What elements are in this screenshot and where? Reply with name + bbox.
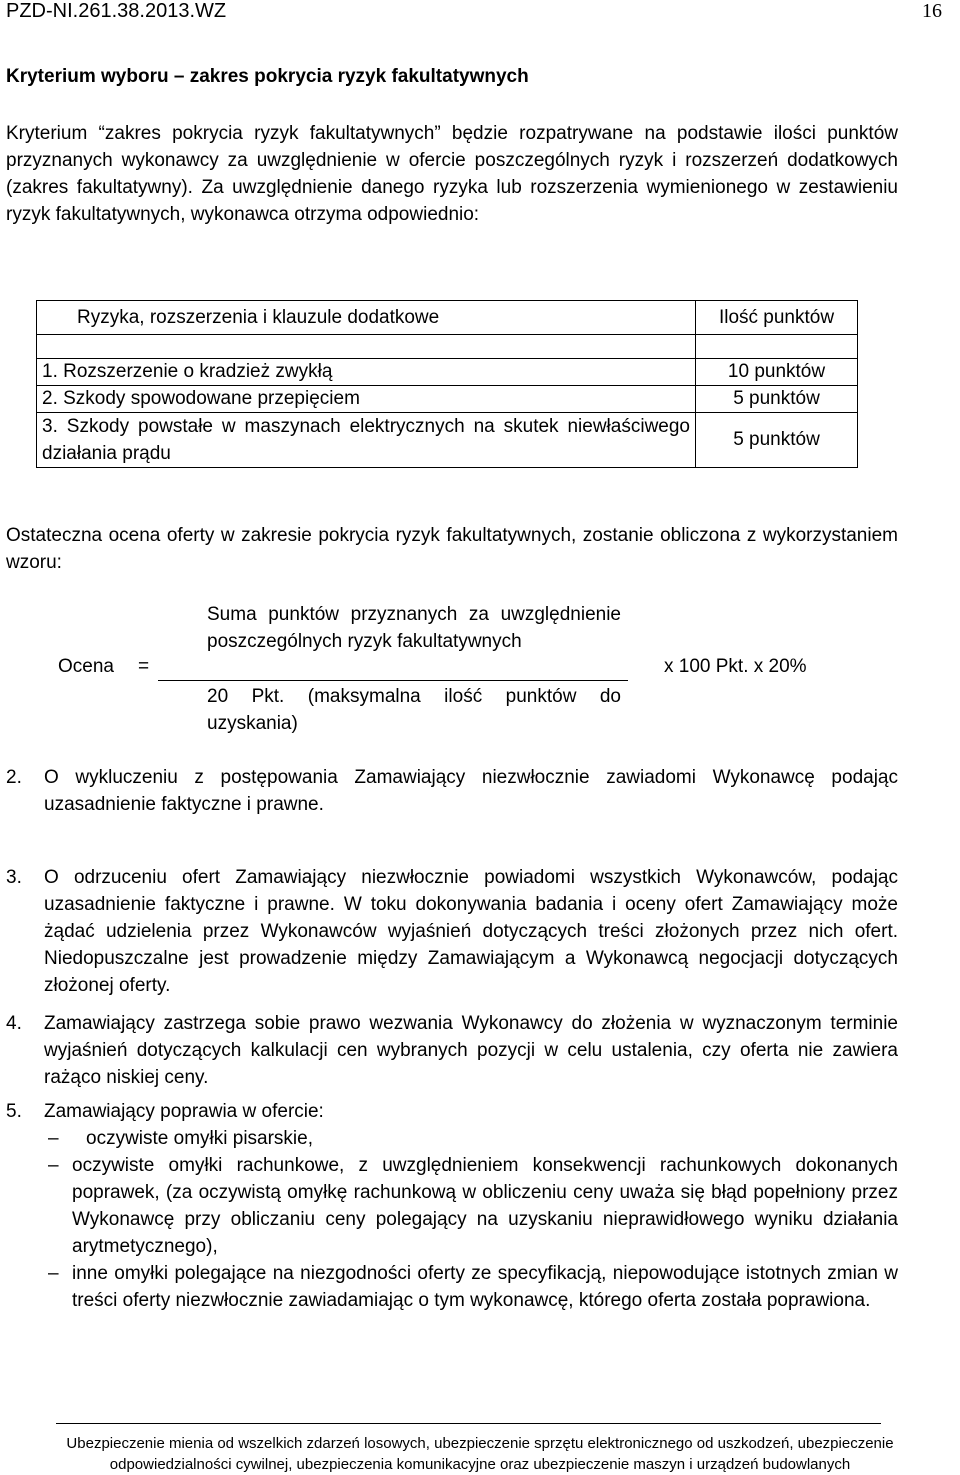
footer-divider xyxy=(56,1423,881,1424)
list-item xyxy=(6,1098,898,1314)
sub-list-item-text: oczywiste omyłki pisarskie, xyxy=(86,1128,313,1149)
sub-list-item-text: inne omyłki polegające na niezgodności oferty ze specyfikacją, niepowodujące istotnych zmian w treści oferty niezwłocznie zawiadamiając o tym wykonawcę, którego oferta została poprawiona. xyxy=(72,1263,898,1311)
list-item-number: 4. xyxy=(6,1013,22,1034)
list-item-text: O odrzuceniu ofert Zamawiający niezwłocznie powiadomi wszystkich Wykonawców, podając uzasadnienie faktyczne i prawne. W toku dokonywania badania i oceny ofert Zamawiający może żądać udzielenia przez Wykonawców wyjaśnień dotyczących treści złożonych przez nich ofert. Niedopuszczalne jest prowadzenie między Zamawiającym a Wykonawcą negocjacji dotyczących złożonej oferty. xyxy=(44,867,898,996)
page-number: 16 xyxy=(922,0,942,22)
formula-intro-paragraph: Ostateczna ocena oferty w zakresie pokrycia ryzyk fakultatywnych, zostanie obliczona z wykorzystaniem wzoru: xyxy=(6,525,898,573)
list-item-text: Zamawiający zastrzega sobie prawo wezwania Wykonawcy do złożenia w wyznaczonym terminie wyjaśnień dotyczących kalkulacji cen wybranych pozycji w celu ustalenia, czy oferta nie zawiera rażąco niskiej ceny. xyxy=(44,1013,898,1088)
fraction-bar xyxy=(158,680,628,681)
header-risks: Ryzyka, rozszerzenia i klauzule dodatkowe xyxy=(37,301,696,335)
table-header-row xyxy=(37,301,858,335)
table-spacer-row xyxy=(37,335,858,359)
sub-list-item xyxy=(44,1152,898,1260)
formula-numerator: Suma punktów przyznanych za uwzględnienie poszczególnych ryzyk fakultatywnych xyxy=(207,604,621,652)
dash-bullet: – xyxy=(48,1128,59,1149)
list-item-number: 3. xyxy=(6,867,22,888)
document-code: PZD-NI.261.38.2013.WZ xyxy=(6,0,227,22)
footer-line: odpowiedzialności cywilnej, ubezpieczenia komunikacyjne oraz ubezpieczenie maszyn i urządzeń budowlanych xyxy=(109,1456,851,1473)
points-cell: 5 punktów xyxy=(696,413,858,468)
list-item-number: 2. xyxy=(6,767,22,788)
formula-multiplier: x 100 Pkt. x 20% xyxy=(664,656,807,677)
sub-list-item xyxy=(44,1125,898,1152)
risk-cell: 2. Szkody spowodowane przepięciem xyxy=(37,386,696,413)
table-row xyxy=(37,359,858,386)
section-title: Kryterium wyboru – zakres pokrycia ryzyk fakultatywnych xyxy=(6,66,529,87)
list-item xyxy=(6,864,898,999)
sub-list-item xyxy=(44,1260,898,1314)
risk-cell: 1. Rozszerzenie o kradzież zwykłą xyxy=(37,359,696,386)
table-row xyxy=(37,413,858,468)
formula-equals-sign: = xyxy=(138,656,150,677)
dash-bullet: – xyxy=(48,1263,59,1284)
criterion-intro-paragraph: Kryterium “zakres pokrycia ryzyk fakultatywnych” będzie rozpatrywane na podstawie ilości punktów przyznanych wykonawcy za uwzględnienie w ofercie poszczególnych ryzyk i rozszerzeń dodatkowych (zakres fakultatywny). Za uwzględnienie danego ryzyka lub rozszerzenia wymienionego w zestawieniu ryzyk fakultatywnych, wykonawca otrzyma odpowiednio: xyxy=(6,123,898,225)
footer-line: Ubezpieczenie mienia od wszelkich zdarzeń losowych, ubezpieczenie sprzętu elektronicznego od uszkodzeń, ubezpieczenie xyxy=(66,1435,894,1452)
table-row xyxy=(37,386,858,413)
dash-bullet: – xyxy=(48,1155,59,1176)
sub-list-item-text: oczywiste omyłki rachunkowe, z uwzględnieniem konsekwencji rachunkowych dokonanych poprawek, (za oczywistą omyłkę rachunkową w obliczeniu ceny uważa się błąd popełniony przez Wykonawcę przy obliczaniu ceny polegający na uzyskaniu nieprawidłowego wyniku działania arytmetycznego), xyxy=(72,1155,898,1257)
list-item-text: O wykluczeniu z postępowania Zamawiający niezwłocznie zawiadomi Wykonawcę podając uzasadnienie faktyczne i prawne. xyxy=(44,767,898,815)
formula-denominator: 20 Pkt. (maksymalna ilość punktów do uzyskania) xyxy=(207,686,621,734)
list-item-number: 5. xyxy=(6,1101,22,1122)
header-points: Ilość punktów xyxy=(696,301,858,335)
formula-label: Ocena xyxy=(58,656,114,677)
points-cell: 10 punktów xyxy=(696,359,858,386)
list-item xyxy=(6,764,898,818)
list-item-text: Zamawiający poprawia w ofercie: xyxy=(44,1101,324,1122)
risk-cell: 3. Szkody powstałe w maszynach elektrycznych na skutek niewłaściwego działania prądu xyxy=(37,413,696,468)
list-item xyxy=(6,1010,898,1091)
scoring-table xyxy=(36,300,858,468)
points-cell: 5 punktów xyxy=(696,386,858,413)
page-footer xyxy=(0,1433,960,1475)
